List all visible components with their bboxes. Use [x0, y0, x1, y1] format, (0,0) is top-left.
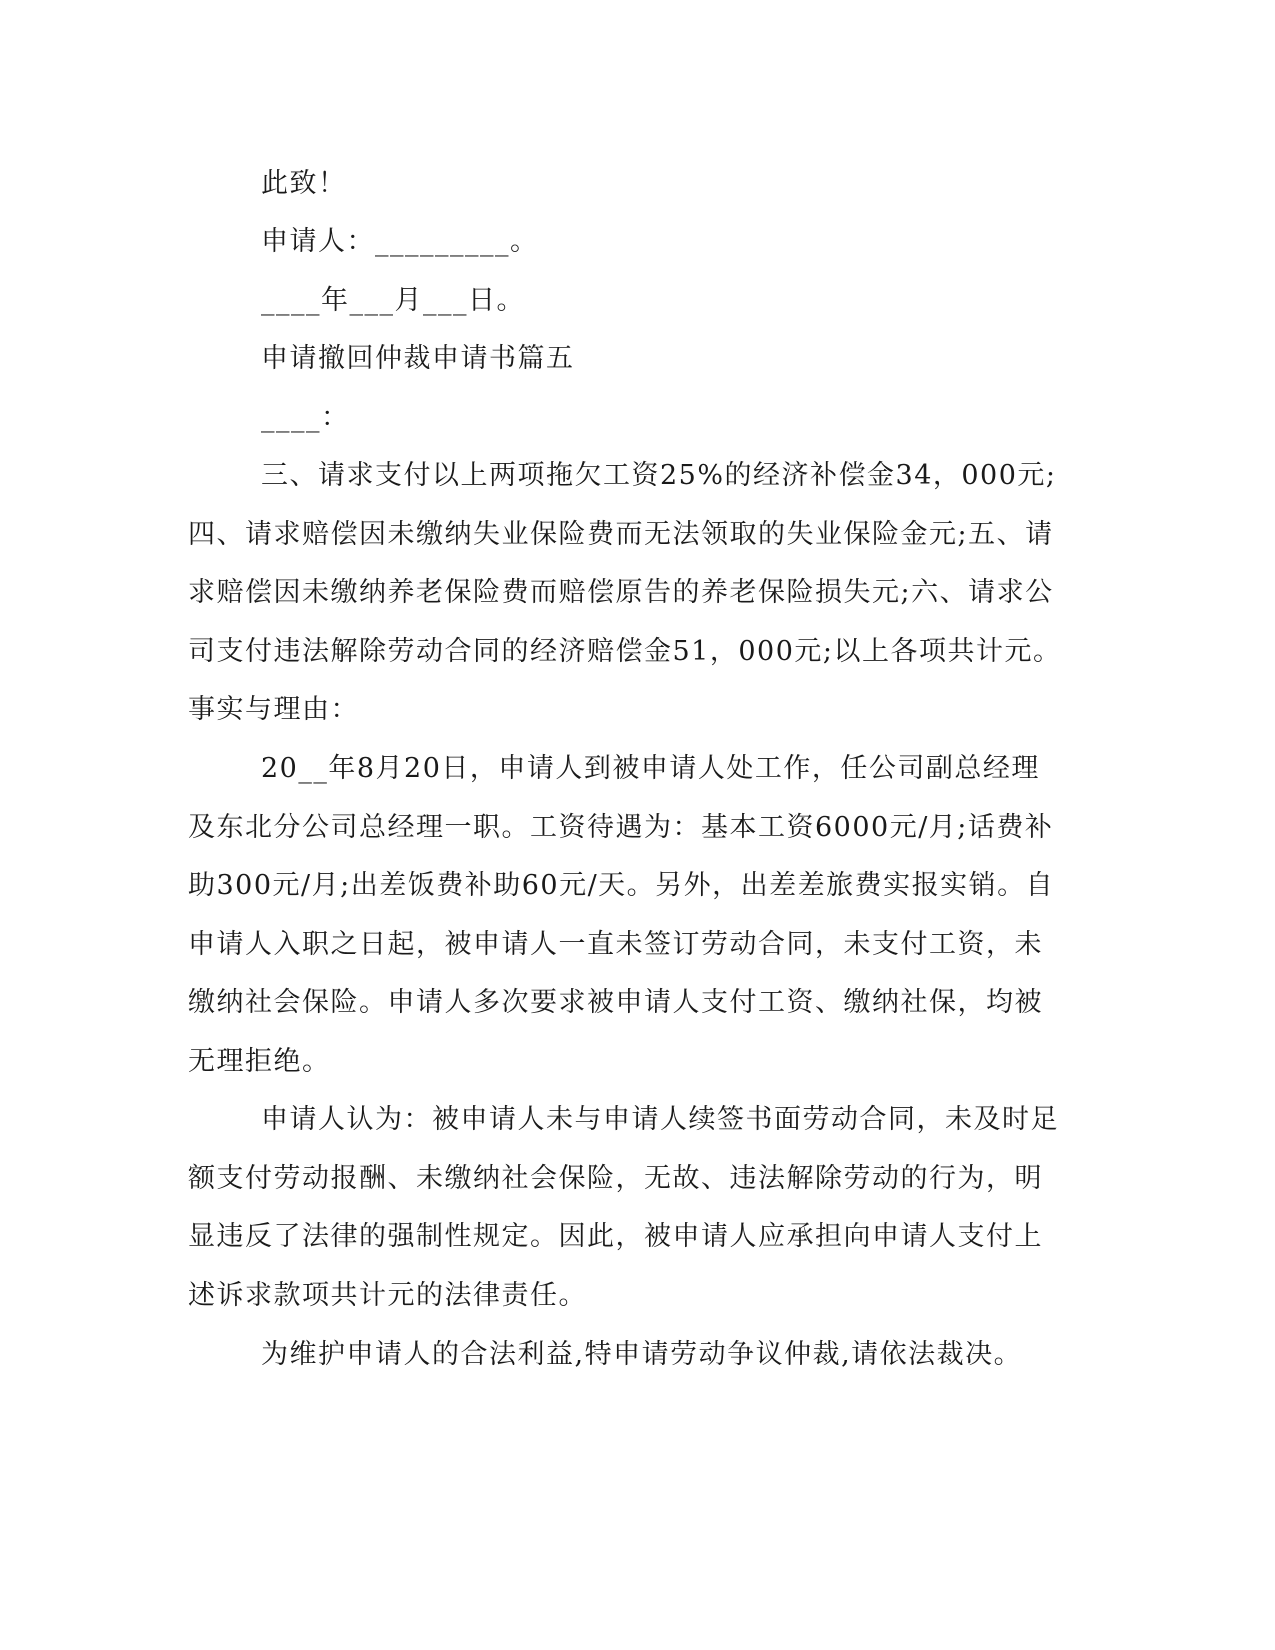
paragraph-line: 司支付违法解除劳动合同的经济赔偿金51，000元;以上各项共计元。 [188, 636, 1062, 667]
paragraph-line: 求赔偿因未缴纳养老保险费而赔偿原告的养老保险损失元;六、请求公 [188, 577, 1054, 608]
paragraph-line: 为维护申请人的合法利益,特申请劳动争议仲裁,请依法裁决。 [261, 1339, 1023, 1370]
paragraph-line: 述诉求款项共计元的法律责任。 [188, 1280, 587, 1311]
paragraph-line: 无理拒绝。 [188, 1046, 331, 1077]
paragraph-line: 助300元/月;出差饭费补助60元/天。另外，出差差旅费实报实销。自 [188, 870, 1055, 901]
section-title: 申请撤回仲裁申请书篇五 [261, 343, 575, 374]
applicant-signature-line: 申请人：_________。 [261, 226, 539, 257]
paragraph-line: 及东北分公司总经理一职。工资待遇为：基本工资6000元/月;话费补 [188, 812, 1054, 843]
paragraph-line: 申请人认为：被申请人未与申请人续签书面劳动合同，未及时足 [261, 1104, 1059, 1135]
paragraph-line: 显违反了法律的强制性规定。因此，被申请人应承担向申请人支付上 [188, 1221, 1043, 1252]
date-line: ____年___月___日。 [261, 285, 525, 316]
paragraph-line: 20__年8月20日，申请人到被申请人处工作，任公司副总经理 [261, 753, 1040, 784]
paragraph-line: 四、请求赔偿因未缴纳失业保险费而无法领取的失业保险金元;五、请 [188, 519, 1054, 550]
closing-salutation: 此致！ [261, 168, 347, 199]
paragraph-line: 三、请求支付以上两项拖欠工资25%的经济补偿金34，000元; [261, 460, 1057, 491]
addressee-line: ____： [261, 402, 350, 433]
paragraph-line: 事实与理由： [188, 694, 359, 725]
paragraph-line: 申请人入职之日起，被申请人一直未签订劳动合同，未支付工资，未 [188, 929, 1043, 960]
paragraph-line: 额支付劳动报酬、未缴纳社会保险，无故、违法解除劳动的行为，明 [188, 1163, 1043, 1194]
paragraph-line: 缴纳社会保险。申请人多次要求被申请人支付工资、缴纳社保，均被 [188, 987, 1043, 1018]
